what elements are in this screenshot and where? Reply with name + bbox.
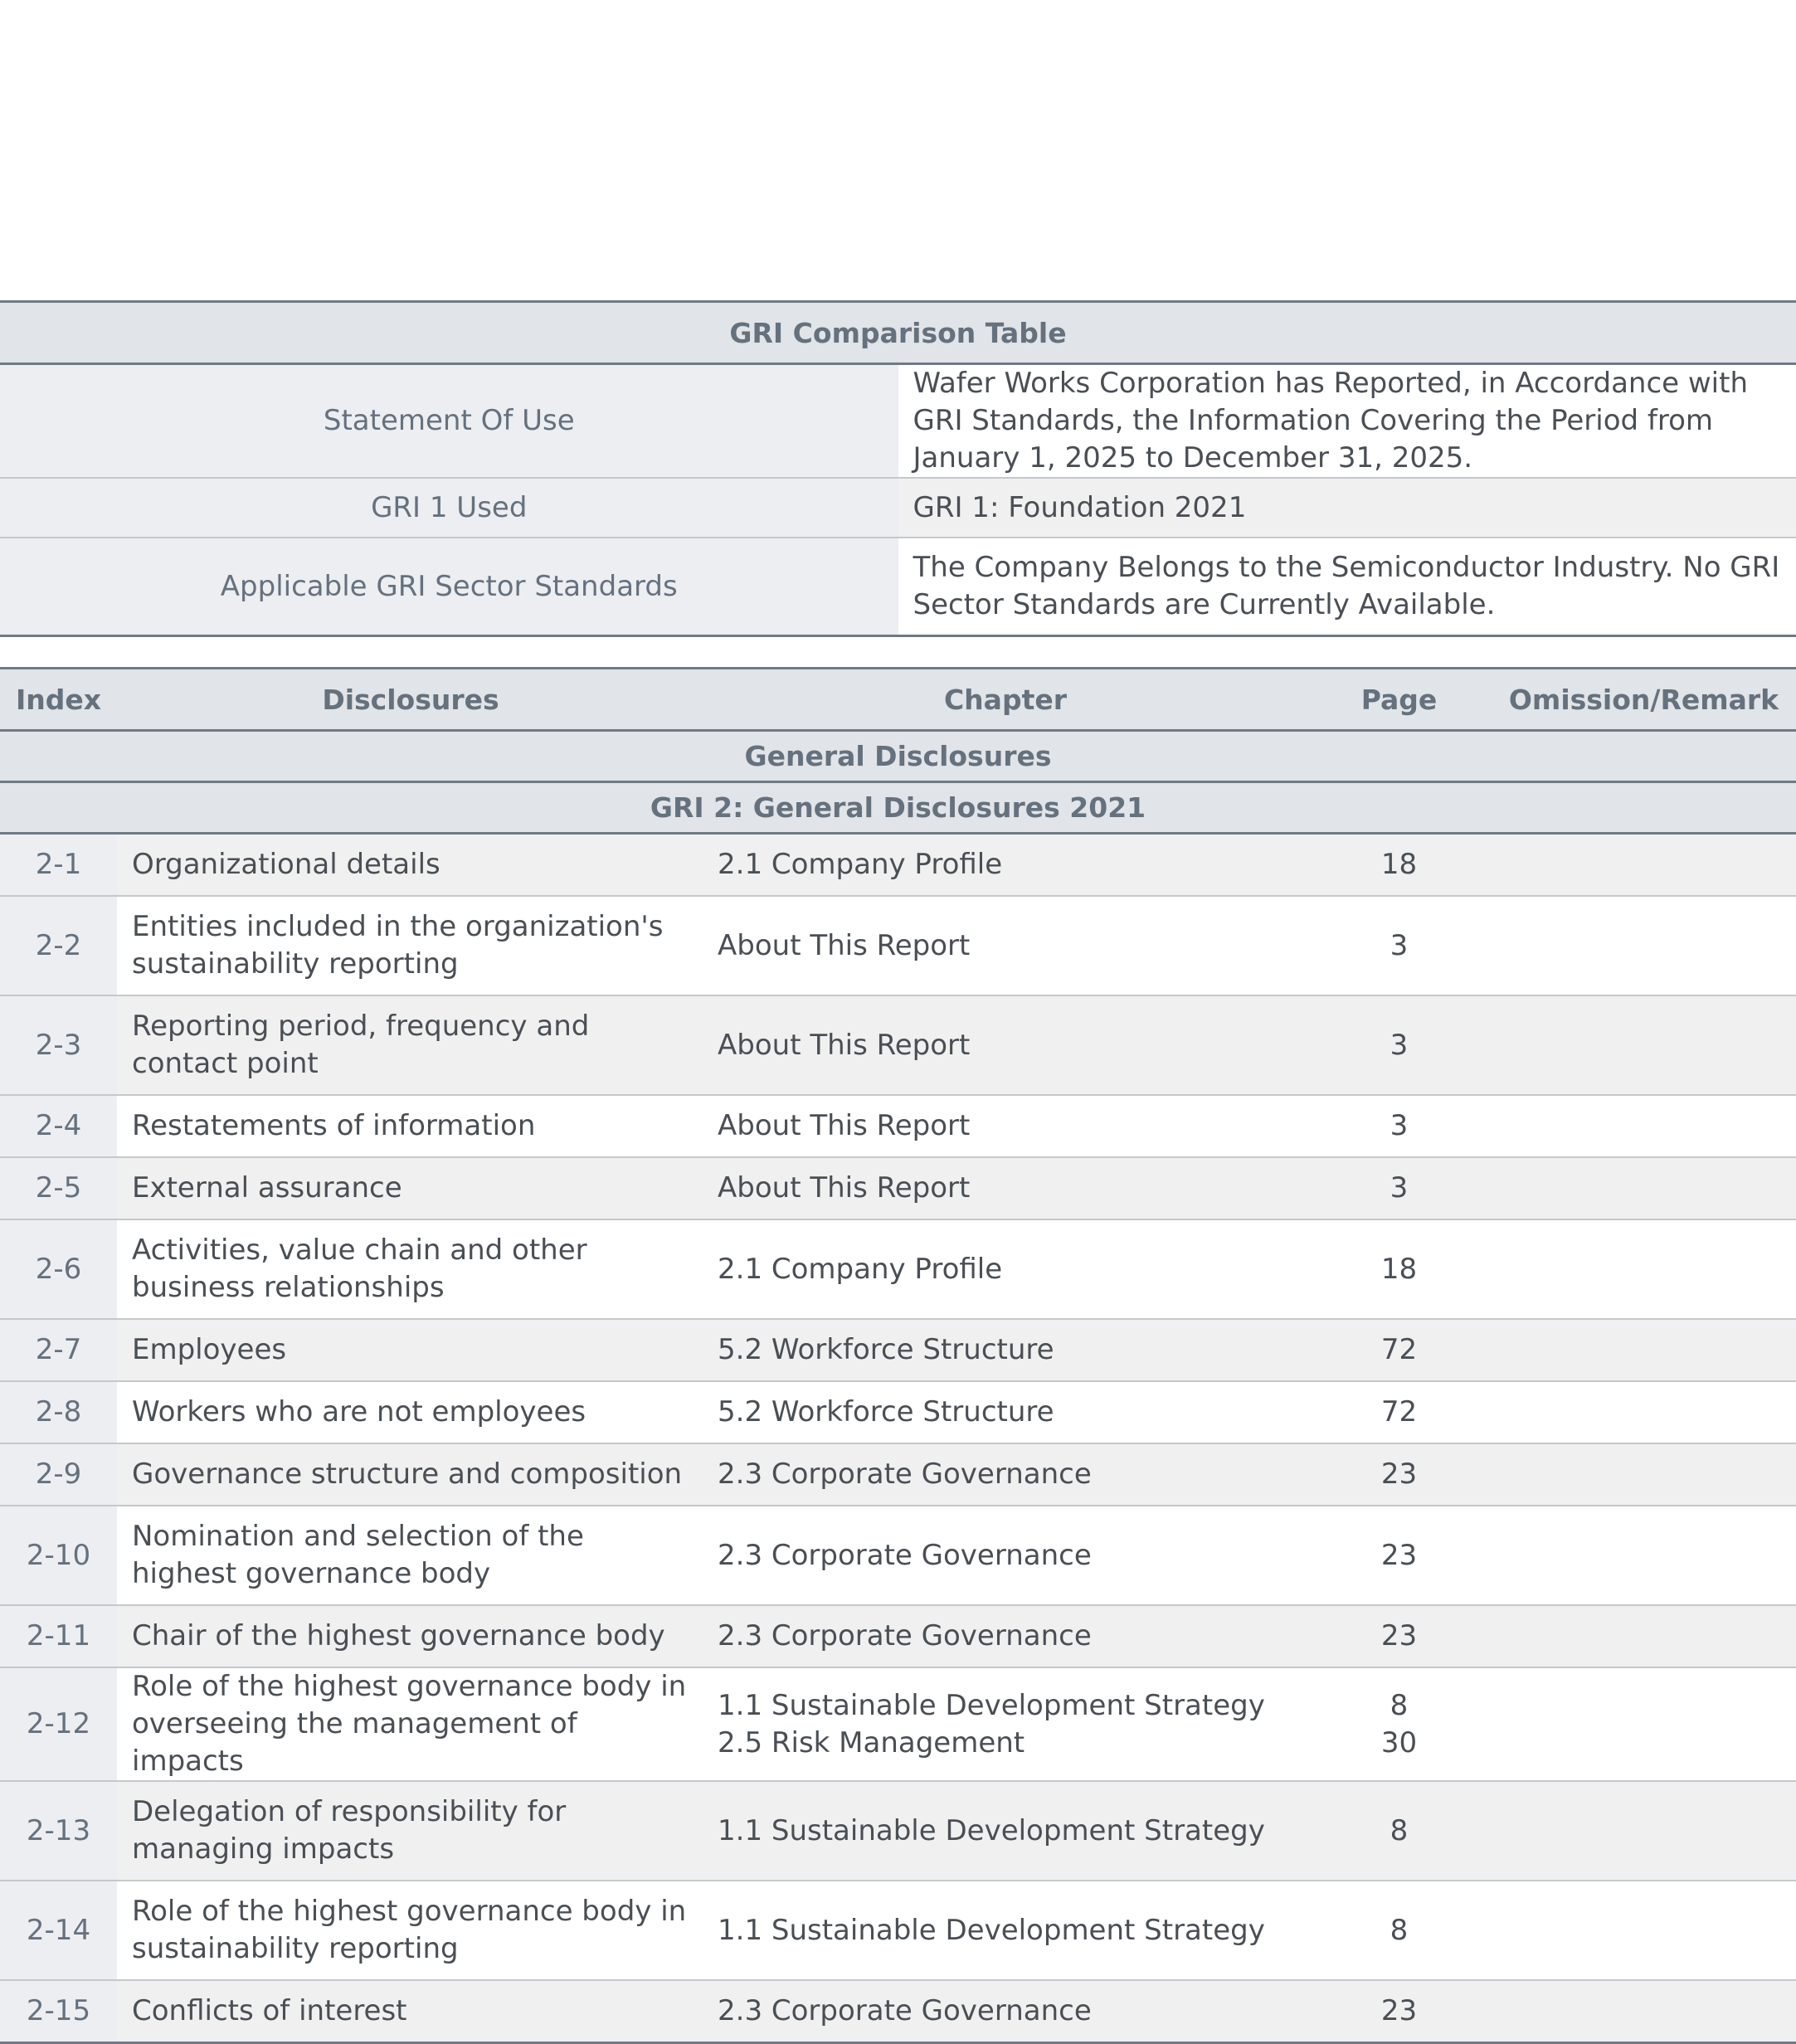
row-page — [1307, 1381, 1492, 1443]
row-chapter — [704, 1219, 1307, 1319]
row-chapter — [704, 1605, 1307, 1667]
statement-of-use-row — [0, 364, 1796, 479]
page-line: 8 — [1307, 1687, 1491, 1725]
row-remark — [1492, 1781, 1796, 1881]
gri-comparison-table — [0, 300, 1796, 637]
header-disclosures: Disclosures — [117, 669, 704, 731]
row-remark — [1492, 995, 1796, 1095]
row-value: The Company Belongs to the Semiconductor Industry. No GRI Sector Standards are Currently Available. — [898, 538, 1796, 636]
page-line: 72 — [1307, 1394, 1491, 1431]
subsection-header-row — [0, 782, 1796, 834]
row-index: 2-10 — [0, 1506, 117, 1605]
row-disclosure: Organizational details — [117, 834, 704, 897]
row-chapter — [704, 1381, 1307, 1443]
row-index: 2-14 — [0, 1881, 117, 1980]
header-index: Index — [0, 669, 117, 731]
row-label: GRI 1 Used — [0, 478, 898, 538]
gri-1-used-row — [0, 478, 1796, 538]
row-value: GRI 1: Foundation 2021 — [898, 478, 1796, 538]
page-line: 3 — [1307, 1027, 1491, 1064]
section-header-row — [0, 731, 1796, 782]
row-page — [1307, 995, 1492, 1095]
chapter-line: 2.1 Company Profile — [718, 846, 1292, 883]
table-row — [0, 896, 1796, 995]
chapter-line: 5.2 Workforce Structure — [718, 1394, 1292, 1431]
row-page — [1307, 1781, 1492, 1881]
row-disclosure: Reporting period, frequency and contact point — [117, 995, 704, 1095]
page-line: 3 — [1307, 927, 1491, 965]
chapter-line: About This Report — [718, 1170, 1292, 1207]
page-line: 23 — [1307, 1456, 1491, 1493]
row-chapter — [704, 1506, 1307, 1605]
row-disclosure: Activities, value chain and other business relationships — [117, 1219, 704, 1319]
row-remark — [1492, 1157, 1796, 1219]
row-remark — [1492, 896, 1796, 995]
chapter-line: 2.1 Company Profile — [718, 1251, 1292, 1288]
table-row — [0, 1219, 1796, 1319]
row-chapter — [704, 1095, 1307, 1157]
header-page: Page — [1307, 669, 1492, 731]
row-index: 2-13 — [0, 1781, 117, 1881]
header-chapter: Chapter — [704, 669, 1307, 731]
table-row — [0, 1667, 1796, 1781]
row-remark — [1492, 1506, 1796, 1605]
page-line: 8 — [1307, 1813, 1491, 1850]
row-index: 2-15 — [0, 1980, 117, 2043]
row-remark — [1492, 1980, 1796, 2043]
row-chapter — [704, 1667, 1307, 1781]
row-index: 2-8 — [0, 1381, 117, 1443]
row-page — [1307, 1095, 1492, 1157]
chapter-line: 2.3 Corporate Governance — [718, 1618, 1292, 1655]
chapter-line: 2.3 Corporate Governance — [718, 1456, 1292, 1493]
chapter-line: 1.1 Sustainable Development Strategy — [718, 1687, 1292, 1725]
table-spacer — [0, 637, 1796, 667]
row-value: Wafer Works Corporation has Reported, in Accordance with GRI Standards, the Information Covering the Period from January 1, 2025 to December 31, 2025. — [898, 364, 1796, 479]
row-index: 2-9 — [0, 1443, 117, 1506]
page-line: 23 — [1307, 1993, 1491, 2030]
row-remark — [1492, 1381, 1796, 1443]
row-remark — [1492, 1219, 1796, 1319]
row-remark — [1492, 1605, 1796, 1667]
row-disclosure: Role of the highest governance body in overseeing the management of impacts — [117, 1667, 704, 1781]
page-line: 18 — [1307, 1251, 1491, 1288]
table-row — [0, 1781, 1796, 1881]
row-index: 2-3 — [0, 995, 117, 1095]
row-chapter — [704, 1157, 1307, 1219]
row-disclosure: Delegation of responsibility for managing impacts — [117, 1781, 704, 1881]
row-disclosure: Governance structure and composition — [117, 1443, 704, 1506]
table-row — [0, 1157, 1796, 1219]
row-remark — [1492, 1881, 1796, 1980]
row-remark — [1492, 1319, 1796, 1381]
table-row — [0, 1605, 1796, 1667]
page-line: 3 — [1307, 1107, 1491, 1145]
page-line: 23 — [1307, 1537, 1491, 1574]
table-row — [0, 1506, 1796, 1605]
chapter-line: 5.2 Workforce Structure — [718, 1331, 1292, 1369]
page-line: 8 — [1307, 1912, 1491, 1949]
row-disclosure: Restatements of information — [117, 1095, 704, 1157]
subsection-title: GRI 2: General Disclosures 2021 — [0, 782, 1796, 834]
comparison-table-title: GRI Comparison Table — [0, 302, 1796, 364]
row-index: 2-11 — [0, 1605, 117, 1667]
column-header-row — [0, 669, 1796, 731]
header-remark: Omission/Remark — [1492, 669, 1796, 731]
row-chapter — [704, 1881, 1307, 1980]
table-row — [0, 1381, 1796, 1443]
section-title: General Disclosures — [0, 731, 1796, 782]
row-disclosure: Conflicts of interest — [117, 1980, 704, 2043]
row-disclosure: Workers who are not employees — [117, 1381, 704, 1443]
table-row — [0, 1319, 1796, 1381]
page-line: 18 — [1307, 846, 1491, 883]
chapter-line: About This Report — [718, 1107, 1292, 1145]
chapter-line: About This Report — [718, 927, 1292, 965]
row-disclosure: Employees — [117, 1319, 704, 1381]
page-line: 23 — [1307, 1618, 1491, 1655]
row-page — [1307, 1881, 1492, 1980]
row-page — [1307, 1157, 1492, 1219]
page-line: 30 — [1307, 1725, 1491, 1762]
row-index: 2-5 — [0, 1157, 117, 1219]
row-index: 2-12 — [0, 1667, 117, 1781]
disclosures-table — [0, 667, 1796, 2044]
row-chapter — [704, 1319, 1307, 1381]
row-remark — [1492, 1443, 1796, 1506]
row-label: Applicable GRI Sector Standards — [0, 538, 898, 636]
table-row — [0, 1443, 1796, 1506]
row-page — [1307, 1219, 1492, 1319]
row-page — [1307, 1506, 1492, 1605]
table-row — [0, 1881, 1796, 1980]
disclosures-body — [0, 834, 1796, 2043]
page-line: 3 — [1307, 1170, 1491, 1207]
row-chapter — [704, 995, 1307, 1095]
row-index: 2-6 — [0, 1219, 117, 1319]
table-row — [0, 834, 1796, 897]
row-page — [1307, 834, 1492, 897]
row-chapter — [704, 1443, 1307, 1506]
row-disclosure: Entities included in the organization's sustainability reporting — [117, 896, 704, 995]
chapter-line: 2.3 Corporate Governance — [718, 1993, 1292, 2030]
chapter-line: 1.1 Sustainable Development Strategy — [718, 1813, 1292, 1850]
row-label: Statement Of Use — [0, 364, 898, 479]
table-row — [0, 1980, 1796, 2043]
row-index: 2-2 — [0, 896, 117, 995]
table-row — [0, 1095, 1796, 1157]
row-chapter — [704, 834, 1307, 897]
gri-document — [0, 300, 1796, 2044]
row-page — [1307, 1667, 1492, 1781]
row-remark — [1492, 834, 1796, 897]
chapter-line: 1.1 Sustainable Development Strategy — [718, 1912, 1292, 1949]
row-index: 2-4 — [0, 1095, 117, 1157]
row-page — [1307, 1605, 1492, 1667]
row-remark — [1492, 1667, 1796, 1781]
row-page — [1307, 1980, 1492, 2043]
table-row — [0, 995, 1796, 1095]
row-disclosure: Role of the highest governance body in sustainability reporting — [117, 1881, 704, 1980]
row-chapter — [704, 896, 1307, 995]
row-page — [1307, 1319, 1492, 1381]
row-disclosure: Nomination and selection of the highest governance body — [117, 1506, 704, 1605]
row-page — [1307, 1443, 1492, 1506]
row-disclosure: External assurance — [117, 1157, 704, 1219]
chapter-line: 2.3 Corporate Governance — [718, 1537, 1292, 1574]
row-chapter — [704, 1781, 1307, 1881]
row-disclosure: Chair of the highest governance body — [117, 1605, 704, 1667]
sector-standards-row — [0, 538, 1796, 636]
row-index: 2-1 — [0, 834, 117, 897]
row-remark — [1492, 1095, 1796, 1157]
chapter-line: 2.5 Risk Management — [718, 1725, 1292, 1762]
row-chapter — [704, 1980, 1307, 2043]
page-line: 72 — [1307, 1331, 1491, 1369]
chapter-line: About This Report — [718, 1027, 1292, 1064]
row-page — [1307, 896, 1492, 995]
row-index: 2-7 — [0, 1319, 117, 1381]
